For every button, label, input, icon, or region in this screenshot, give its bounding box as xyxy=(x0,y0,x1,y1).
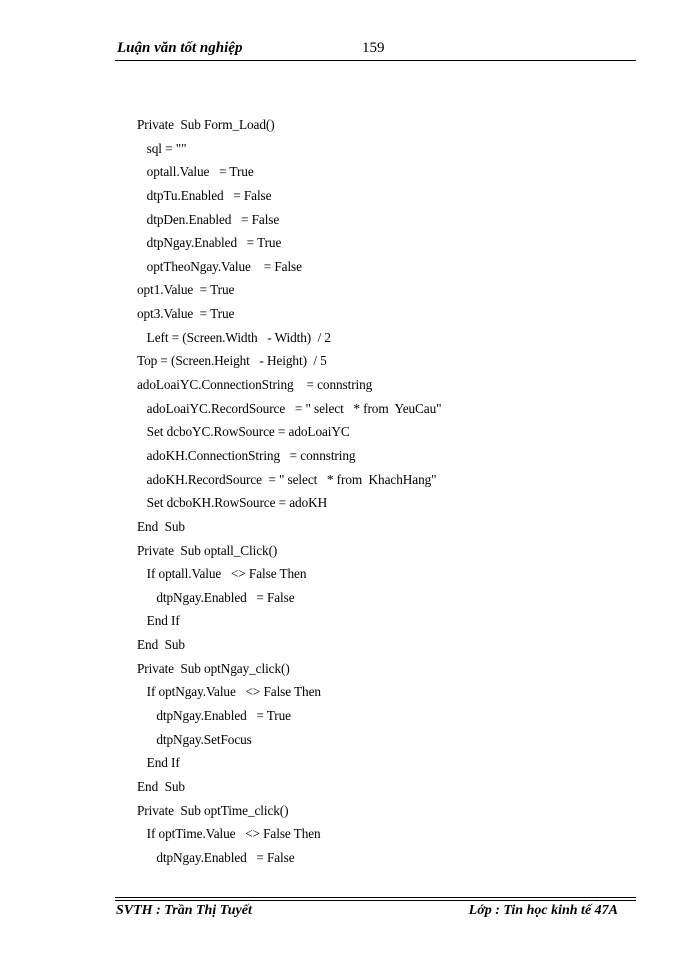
code-line: dtpTu.Enabled = False xyxy=(137,187,272,203)
footer-author: SVTH : Trần Thị Tuyết xyxy=(116,903,252,918)
code-line: opt1.Value = True xyxy=(137,282,235,298)
code-line: If optNgay.Value <> False Then xyxy=(137,684,321,700)
code-line: adoLoaiYC.ConnectionString = connstring xyxy=(137,377,373,393)
code-line: End Sub xyxy=(137,778,185,794)
code-line: adoKH.RecordSource = " select * from KhachHang" xyxy=(137,471,437,487)
header-rule xyxy=(115,60,636,61)
code-line: dtpNgay.Enabled = False xyxy=(137,589,295,605)
code-line: If optall.Value <> False Then xyxy=(137,566,307,582)
code-line: dtpNgay.Enabled = True xyxy=(137,708,291,724)
code-line: Set dcboKH.RowSource = adoKH xyxy=(137,495,328,511)
footer-rule-double xyxy=(115,900,636,901)
code-line: dtpDen.Enabled = False xyxy=(137,211,280,227)
code-line: End If xyxy=(137,755,180,771)
code-line: adoLoaiYC.RecordSource = " select * from YeuCau" xyxy=(137,400,442,416)
code-block xyxy=(137,113,442,870)
code-line: End Sub xyxy=(137,637,185,653)
code-line: Top = (Screen.Height - Height) / 5 xyxy=(137,353,327,369)
code-line: adoKH.ConnectionString = connstring xyxy=(137,447,356,463)
footer-rule xyxy=(115,897,636,898)
footer-class: Lớp : Tin học kinh tế 47A xyxy=(468,903,618,918)
code-line: Private Sub optall_Click() xyxy=(137,542,278,558)
code-line: Left = (Screen.Width - Width) / 2 xyxy=(137,329,331,345)
header-title: Luận văn tốt nghiệp xyxy=(117,40,243,56)
code-line: dtpNgay.SetFocus xyxy=(137,731,252,747)
code-line: sql = "" xyxy=(137,140,187,156)
code-line: If optTime.Value <> False Then xyxy=(137,826,321,842)
code-line: opt3.Value = True xyxy=(137,306,235,322)
code-line: Set dcboYC.RowSource = adoLoaiYC xyxy=(137,424,350,440)
code-line: Private Sub optTime_click() xyxy=(137,802,289,818)
page-number: 159 xyxy=(362,40,385,56)
code-line: dtpNgay.Enabled = True xyxy=(137,235,282,251)
code-line: End If xyxy=(137,613,180,629)
code-line: optall.Value = True xyxy=(137,164,254,180)
code-line: End Sub xyxy=(137,518,185,534)
code-line: optTheoNgay.Value = False xyxy=(137,258,302,274)
code-line: Private Sub Form_Load() xyxy=(137,117,275,132)
code-line: dtpNgay.Enabled = False xyxy=(137,849,295,865)
code-line: Private Sub optNgay_click() xyxy=(137,660,290,676)
